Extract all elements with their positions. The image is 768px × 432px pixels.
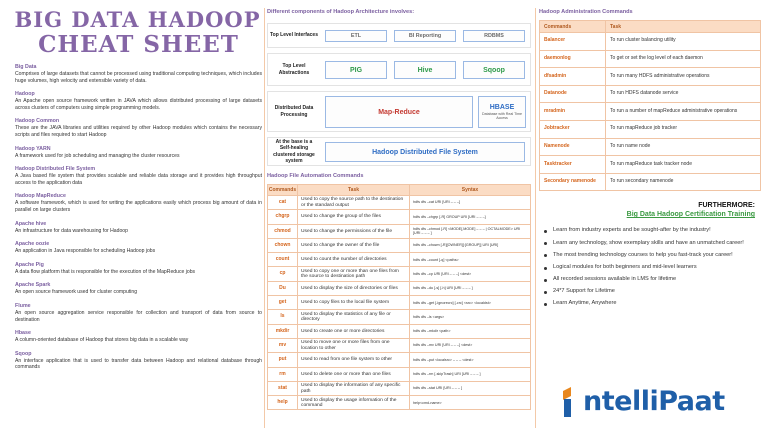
table-row [540,138,761,156]
section-heading: Hadoop Common [15,118,60,125]
task-cell: To run mapReduce task tracker node [606,156,761,174]
section-heading: Apache oozie [15,241,50,248]
arch-box-etl: ETL [325,30,387,42]
section-heading: Flume [15,302,31,309]
syntax-cell: hdfs dfs –put <localsrc> – – – <dest> [410,353,531,367]
table-row [268,224,531,238]
table-row [268,210,531,224]
admin-title: Hadoop Administration Commands [539,9,633,15]
command-cell: cp [268,267,298,281]
table-row [540,120,761,138]
command-cell: Secondary namenode [540,173,606,191]
file-automation-title: Hadoop File Automation Commands [267,173,364,179]
syntax-cell: hdfs dfs –rm [-skipTrash] URI [URI – – – ] [410,367,531,381]
table-row [540,68,761,86]
table-row [540,33,761,51]
column-header: Commands [540,21,606,33]
architecture-diagram [267,21,531,168]
section-heading: Big Data [15,64,37,70]
task-cell: To run secondary namenode [606,173,761,191]
command-cell: chown [268,238,298,252]
right-column [539,8,761,313]
command-cell: mkdir [268,324,298,338]
section-text: A data flow platform that is responsible for the execution of the MapReduce jobs [15,268,196,275]
syntax-cell: hdfs dfs –cat URI [URI – – –] [410,196,531,210]
task-cell: To run many HDFS administrative operations [606,68,761,86]
command-cell: mv [268,338,298,352]
arch-box-map-reduce: Map-Reduce [325,96,473,128]
task-cell: To run name node [606,138,761,156]
architecture-title: Different components of Hadoop Architecture involves: [267,9,415,15]
list-item: Learn any technology, show exemplary skills and have an unmatched career! [543,240,761,248]
table-row [540,173,761,191]
syntax-cell: hdfs dfs –chmod [-R] <MODE[,MODE] – – – | OCTALMODE> URI [URI – – – ] [410,224,531,238]
task-cell: To run a number of mapReduce administrative operations [606,103,761,121]
section-heading: Apache Pig [15,261,44,268]
section-text: An application in Java responsible for scheduling Hadoop jobs [15,248,156,255]
command-cell: Namenode [540,138,606,156]
logo-text: ntelliPaat [583,386,725,417]
definitions-column [15,8,262,428]
command-cell: put [268,353,298,367]
task-cell: Used to move one or more files from one location to other [298,338,410,352]
list-item: Logical modules for both beginners and mid-level learners [543,264,761,272]
task-cell: Used to display the size of directories or files [298,281,410,295]
task-cell: To run mapReduce job tracker [606,120,761,138]
architecture-row [267,137,531,166]
arch-box-pig: PIG [325,61,387,79]
task-cell: Used to change the group of the files [298,210,410,224]
command-cell: Datanode [540,85,606,103]
syntax-cell: hdfs dfs –chown [-R][OWNER][:[GROUP]] URI [URI] [410,238,531,252]
column-header: Syntax [410,185,531,196]
syntax-cell: hdfs dfs –ls <args> [410,310,531,324]
title-line-2: CHEAT SHEET [38,31,239,58]
list-item: All recorded sessions available in LMS for lifetime [543,276,761,284]
arch-box-sqoop: Sqoop [463,61,525,79]
table-row [268,396,531,410]
table-row [268,281,531,295]
section-heading: Hadoop Distributed File System [15,166,96,173]
syntax-cell: hdfs dfs –stat URI [URI – – – ] [410,381,531,395]
table-row [540,85,761,103]
table-row [268,253,531,267]
table-row [268,353,531,367]
file-automation-table [267,184,531,410]
section-text: These are the JAVA libraries and utilities required by other Hadoop modules which contains the necessary scripts and files required to start Hadoop [15,125,262,138]
arch-box-bi-reporting: BI Reporting [394,30,456,42]
section-heading: Apache Spark [15,282,51,289]
syntax-cell: hdfs dfs –chgrp [-R] GROUP URI [URI – – –] [410,210,531,224]
task-cell: To run cluster balancing utility [606,33,761,51]
task-cell: Used to copy files to the local file system [298,296,410,310]
architecture-row [267,53,531,86]
task-cell: Used to display the usage information of the command [298,396,410,410]
section-heading: Hadoop MapReduce [15,193,66,200]
command-cell: Du [268,281,298,295]
task-cell: Used to create one or more directories [298,324,410,338]
arch-box-rdbms: RDBMS [463,30,525,42]
table-row [540,103,761,121]
arch-row-label: At the base is a Self-healing clustered storage system [273,139,315,164]
hbase-label: HBASE [489,103,515,111]
certification-training-link[interactable]: Big Data Hadoop Certification Training [626,211,755,219]
section-text: A software framework, which is used for writing the applications easily which process big amount of data in parallel on large clusters [15,200,262,213]
column-header: Task [298,185,410,196]
list-item: Learn Anytime, Anywhere [543,300,761,308]
logo-mark-icon [560,387,582,417]
section-heading: Sqoop [15,350,32,357]
command-cell: chgrp [268,210,298,224]
syntax-cell: hdfs dfs –du [-s] [-h] URI [URI – – – ] [410,281,531,295]
definition-list [15,64,262,371]
task-cell: Used to read from one file system to other [298,353,410,367]
section-text: An open source aggregation service responsible for collection and transport of data from source to destination [15,309,262,323]
logo-wordmark [583,386,725,418]
command-cell: Balancer [540,33,606,51]
section-text: An open source framework used for cluster computing [15,289,138,296]
command-cell: Tasktracker [540,156,606,174]
architecture-row [267,91,531,132]
arch-box-hdfs: Hadoop Distributed File System [325,142,525,162]
command-cell: daemonlog [540,50,606,68]
command-cell: rm [268,367,298,381]
column-header: Task [606,21,761,33]
syntax-cell: help<cmd-name> [410,396,531,410]
table-row [268,296,531,310]
section-heading: Hbase [15,330,31,337]
arch-box-hbase [478,96,526,128]
command-cell: stat [268,381,298,395]
table-row [268,338,531,352]
list-item: 24*7 Support for Lifetime [543,288,761,296]
syntax-cell: hdfs dfs –count [-q] <paths> [410,253,531,267]
list-item: Learn from industry experts and be sought-after by the industry! [543,227,761,235]
command-cell: get [268,296,298,310]
benefits-list [539,227,761,308]
section-text: A column-oriented database of Hadoop that stores big data in a scalable way [15,337,189,344]
task-cell: Used to count the number of directories [298,253,410,267]
table-row [268,367,531,381]
arch-box-hive: Hive [394,61,456,79]
section-text: A framework used for job scheduling and managing the cluster resources [15,152,180,159]
syntax-cell: hdfs dfs –mv URI [URI – – –] <dest> [410,338,531,352]
task-cell: Used to change the owner of the file [298,238,410,252]
intellipaat-logo [560,384,760,420]
task-cell: Used to change the permissions of the file [298,224,410,238]
task-cell: To run HDFS datanode service [606,85,761,103]
table-header-row [268,185,531,196]
table-row [268,196,531,210]
table-header-row [540,21,761,33]
title-line-1: BIG DATA HADOOP [15,8,261,32]
section-text: A Java based file system that provides scalable and reliable data storage and it provides high throughput access to the application data [15,173,262,186]
column-header: Commands [268,185,298,196]
table-row [268,324,531,338]
hbase-sublabel: Database with Real Time Access [482,111,522,120]
middle-column [267,8,531,410]
column-divider [535,8,536,428]
task-cell: Used to delete one or more than one files [298,367,410,381]
arch-row-label: Top Level Abstractions [278,63,310,76]
section-text: An Apache open source framework written in JAVA which allows distributed processing of large datasets across clusters of computers using simple programming models. [15,98,262,111]
command-cell: ls [268,310,298,324]
table-row [268,310,531,324]
command-cell: help [268,396,298,410]
list-item: The most trending technology courses to help you fast-track your career! [543,252,761,260]
syntax-cell: hdfs dfs –mkdir <path> [410,324,531,338]
admin-table [539,20,761,191]
command-cell: dfsadmin [540,68,606,86]
section-text: An interface application that is used to transfer data between Hadoop and relational database through commands [15,357,262,371]
command-cell: Jobtracker [540,120,606,138]
arch-row-label: Top Level Interfaces [270,32,318,39]
command-cell: mradmin [540,103,606,121]
syntax-cell: hdfs dfs –cp URI [URI – – –] <dest> [410,267,531,281]
section-heading: Hadoop [15,91,35,98]
furthermore-heading: FURTHERMORE: [698,202,755,210]
section-heading: Hadoop YARN [15,145,51,152]
task-cell: Used to copy the source path to the destination or the standard output [298,196,410,210]
command-cell: chmod [268,224,298,238]
table-row [268,267,531,281]
table-row [540,156,761,174]
command-cell: count [268,253,298,267]
task-cell: Used to copy one or more than one files from the source to destination path [298,267,410,281]
column-divider [264,8,265,428]
architecture-row [267,23,531,48]
task-cell: To get or set the log level of each daemon [606,50,761,68]
section-text: Comprises of large datasets that cannot be processed using traditional computing techniques, which includes huge volumes, high velocity and extensible variety of data. [15,71,262,84]
command-cell: cat [268,196,298,210]
table-row [268,238,531,252]
task-cell: Used to display the information of any specific path [298,381,410,395]
table-row [268,381,531,395]
furthermore-block [539,201,761,219]
table-row [540,50,761,68]
section-text: An infrastructure for data warehousing for Hadoop [15,227,128,234]
section-heading: Apache hive [15,220,47,227]
syntax-cell: hdfs dfs –get [-ignorecrc] [-crc] <src> <localdst> [410,296,531,310]
arch-row-label: Distributed Data Processing [274,105,314,118]
task-cell: Used to display the statistics of any file or directory [298,310,410,324]
